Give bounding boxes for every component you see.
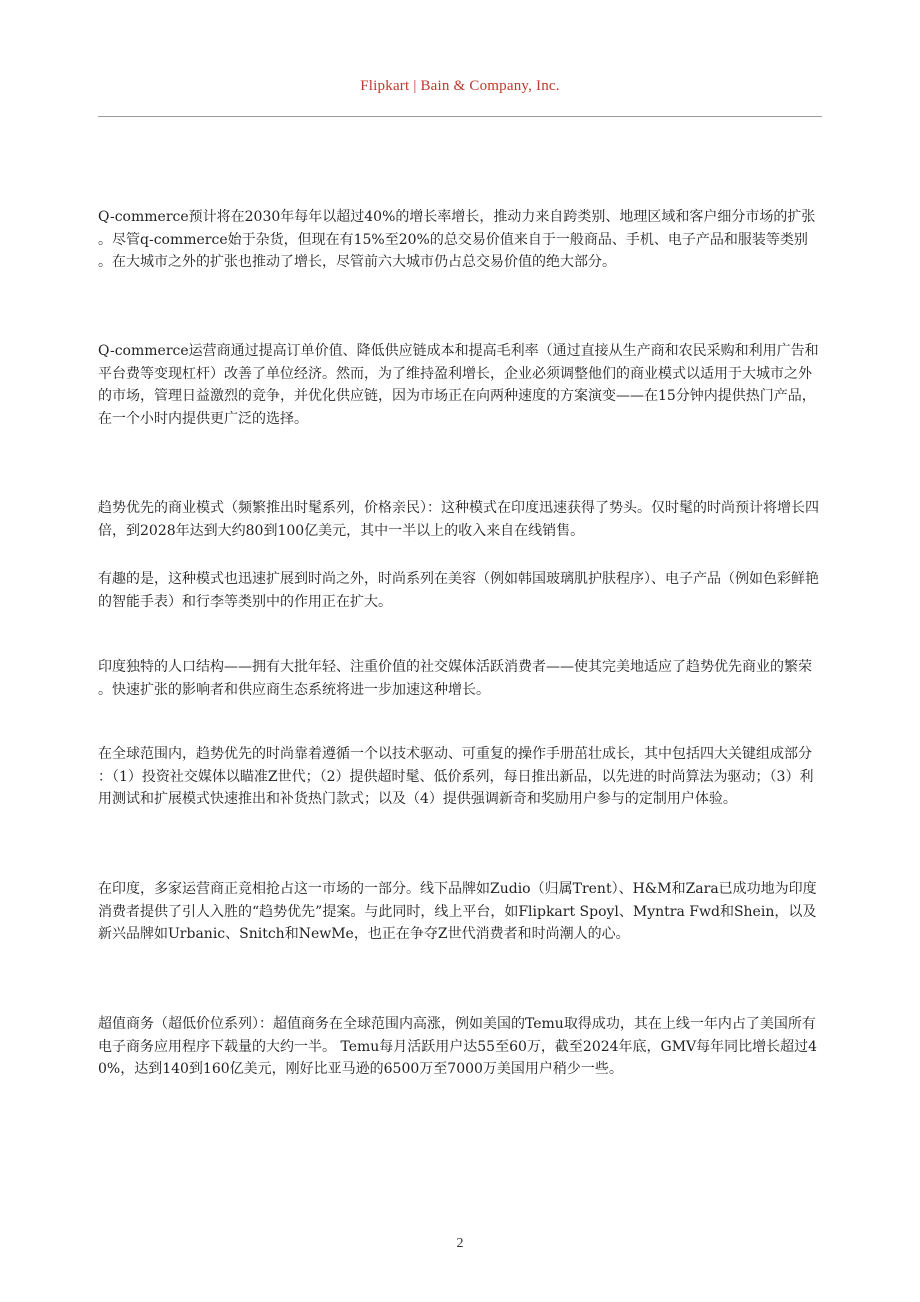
page-number: 2 — [456, 1236, 464, 1251]
paragraph-qcommerce-growth: Q-commerce预计将在2030年每年以超过40%的增长率增长，推动力来自跨类别、地理区域和客户细分市场的扩张。尽管q-commerce始于杂货，但现在有15%至20%的总交易价值来自于一般商品、手机、电子产品和服装等类别。在大城市之外的扩张也推动了增长，尽管前六大城市仍占总交易价值的绝大部分。 — [98, 209, 816, 270]
paragraph-india-operators: 在印度，多家运营商正竞相抢占这一市场的一部分。线下品牌如Zudio（归属Trent）、H&M和Zara已成功地为印度消费者提供了引人入胜的“趋势优先”提案。与此同时，线上平台，如Flipkart Spoyl、Myntra Fwd和Shein，以及新兴品牌如Urbanic、Snitch和NewMe，也正在争夺Z世代消费者和时尚潮人的心。 — [98, 881, 817, 942]
paragraph-trend-expansion: 有趣的是，这种模式也迅速扩展到时尚之外，时尚系列在美容（例如韩国玻璃肌护肤程序）、电子产品（例如色彩鲜艳的智能手表）和行李等类别中的作用正在扩大。 — [98, 571, 819, 610]
header-divider — [98, 116, 822, 117]
paragraph-trend-first-model: 趋势优先的商业模式（频繁推出时髦系列，价格亲民）：这种模式在印度迅速获得了势头。仅时髦的时尚预计将增长四倍，到2028年达到大约80到100亿美元，其中一半以上的收入来自在线销售。 — [98, 500, 819, 539]
paragraph-value-commerce: 超值商务（超低价位系列）：超值商务在全球范围内高涨，例如美国的Temu取得成功，其在上线一年内占了美国所有电子商务应用程序下载量的大约一半。 Temu每月活跃用户达55至60万，截至2024年底，GMV每年同比增长超过40%，达到140到160亿美元，刚好比亚马逊的6500万至7000万美国用户稍少一些。 — [98, 1016, 818, 1077]
paragraph-qcommerce-unit-economics: Q-commerce运营商通过提高订单价值、降低供应链成本和提高毛利率（通过直接从生产商和农民采购和利用广告和平台费等变现杠杆）改善了单位经济。然而，为了维持盈利增长，企业必须调整他们的商业模式以适用于大城市之外的市场，管理日益激烈的竞争，并优化供应链，因为市场正在向两种速度的方案演变——在15分钟内提供热门产品，在一个小时内提供更广泛的选择。 — [98, 343, 819, 427]
paragraph-global-playbook: 在全球范围内，趋势优先的时尚靠着遵循一个以技术驱动、可重复的操作手册茁壮成长，其中包括四大关键组成部分：（1）投资社交媒体以瞄准Z世代；（2）提供超时髦、低价系列，每日推出新品，以先进的时尚算法为驱动；（3）利用测试和扩展模式快速推出和补货热门款式；以及（4）提供强调新奇和奖励用户参与的定制用户体验。 — [98, 746, 814, 807]
paragraph-india-demographics: 印度独特的人口结构——拥有大批年轻、注重价值的社交媒体活跃消费者——使其完美地适应了趋势优先商业的繁荣。快速扩张的影响者和供应商生态系统将进一步加速这种增长。 — [98, 659, 812, 698]
page-header: Flipkart | Bain & Company, Inc. — [360, 78, 560, 94]
